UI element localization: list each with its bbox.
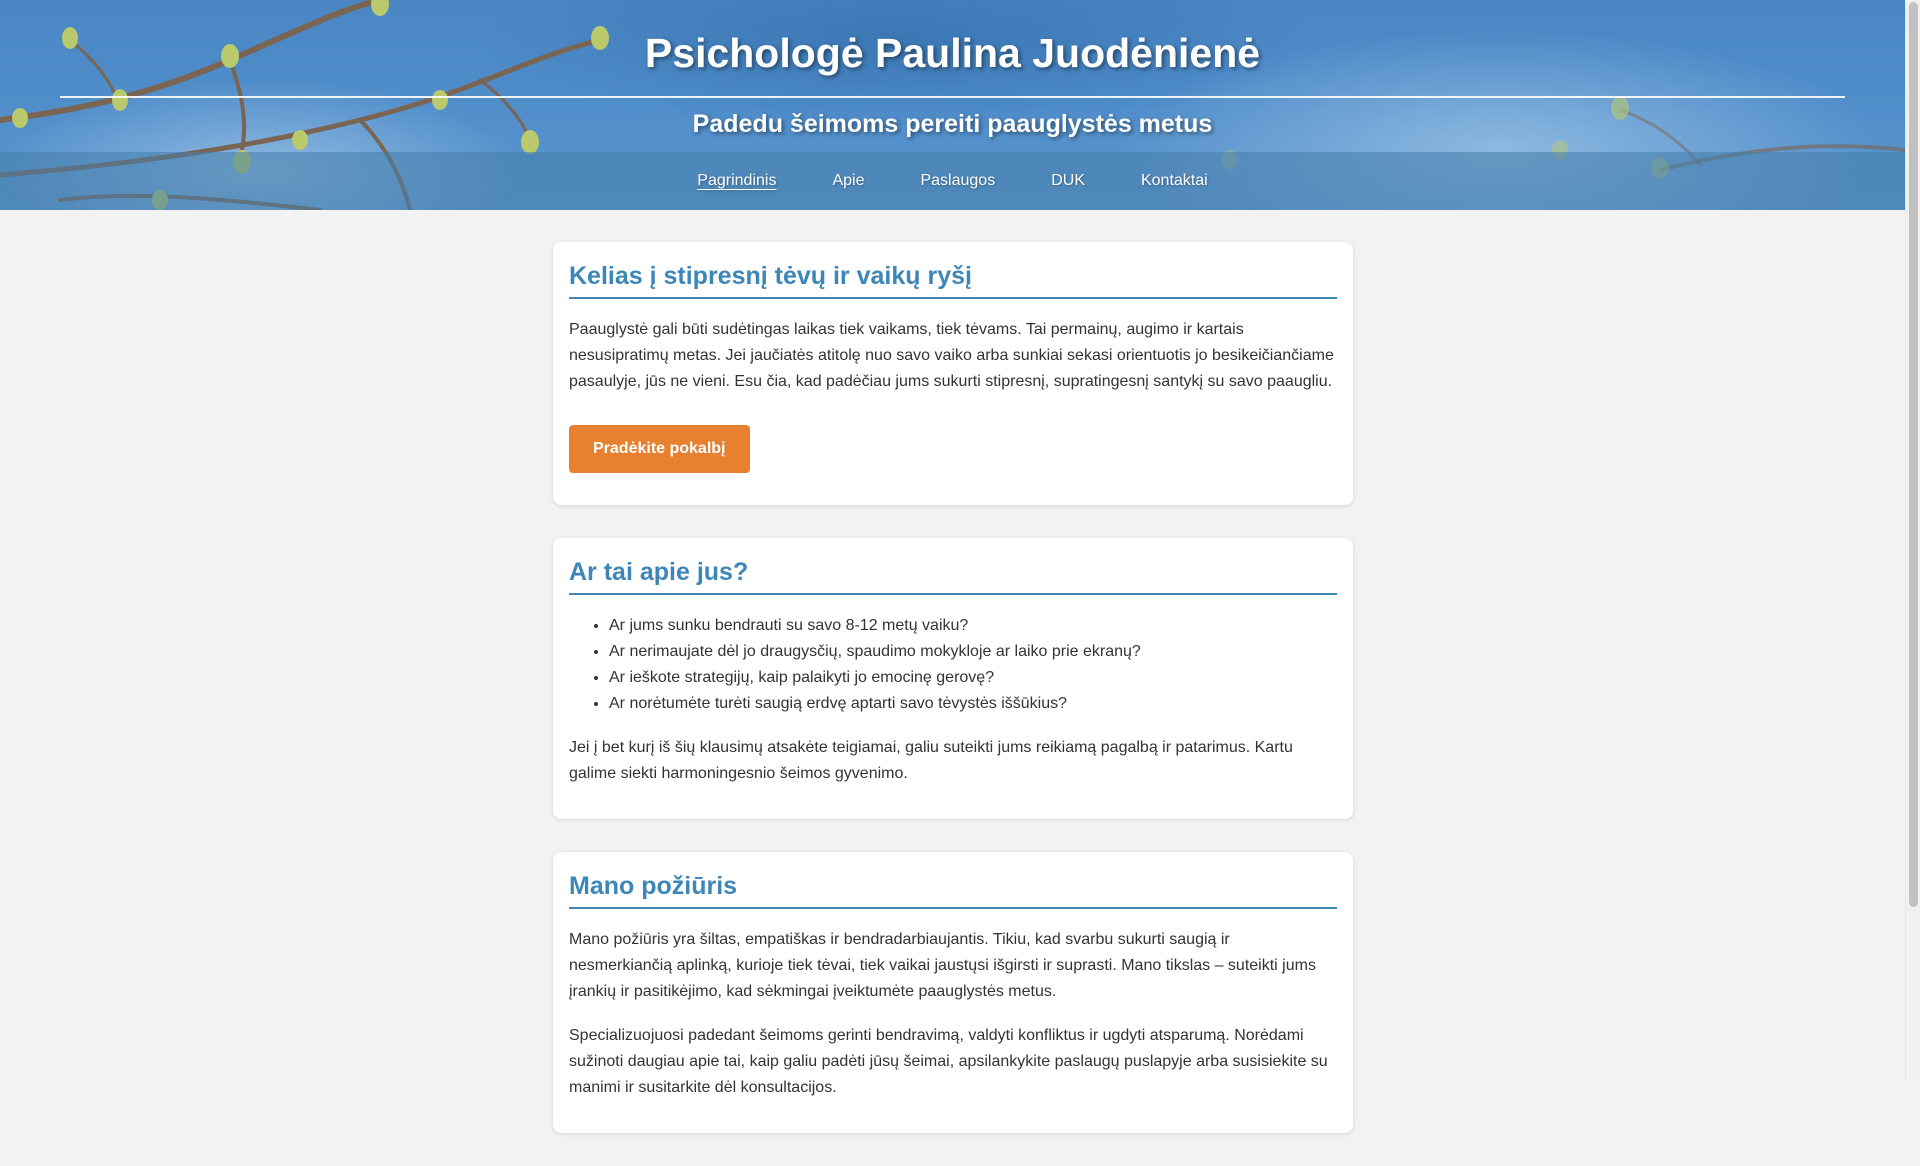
approach-paragraph-1: Mano požiūris yra šiltas, empatiškas ir bendradarbiaujantis. Tikiu, kad svarbu sukurti saugią ir nesmerkiančią aplinką, kurioje tiek tėvai, tiek vaikai jaustųsi išgirsti ir suprasti. Mano tikslas – suteikti jums įrankių ir pasitikėjimo, kad sėkmingai įveiktumėte paauglystės metus. xyxy=(569,931,1316,1000)
page-scrollbar[interactable] xyxy=(1905,0,1920,1080)
site-title: Psichologė Paulina Juodėnienė xyxy=(644,30,1261,76)
main-content xyxy=(553,242,1353,1166)
list-item: • Ar norėtumėte turėti saugią erdvę aptarti savo tėvystės iššūkius? xyxy=(609,691,1337,717)
site-tagline: Padedu šeimoms pereiti paauglystės metus xyxy=(692,110,1213,138)
nav-item-duk[interactable]: DUK xyxy=(1051,172,1085,189)
intro-card xyxy=(553,242,1353,505)
intro-text: Paauglystė gali būti sudėtingas laikas tiek vaikams, tiek tėvams. Tai permainų, augimo ir kartais nesusipratimų metas. Jei jaučiatės atitolę nuo savo vaiko arba sunkiai sekasi orientuotis jo besikeičiančiame pasaulyje, jūs ne vieni. Esu čia, kad padėčiau jums sukurti stipresnį, supratingesnį santykį su savo paaugliu. xyxy=(569,321,1334,390)
title-divider xyxy=(60,96,1845,98)
main-nav xyxy=(0,152,1905,210)
start-conversation-button[interactable]: Pradėkite pokalbį xyxy=(569,425,750,473)
intro-heading: Kelias į stipresnį tėvų ir vaikų ryšį xyxy=(569,262,1337,299)
list-item: • Ar nerimaujate dėl jo draugysčių, spaudimo mokykloje ar laiko prie ekranų? xyxy=(609,639,1337,665)
approach-card xyxy=(553,852,1353,1133)
scrollbar-thumb[interactable] xyxy=(1909,2,1918,907)
list-item: • Ar jums sunku bendrauti su savo 8-12 metų vaiku? xyxy=(609,613,1337,639)
list-item: • Ar ieškote strategijų, kaip palaikyti jo emocinę gerovę? xyxy=(609,665,1337,691)
nav-item-apie[interactable]: Apie xyxy=(832,172,865,189)
about-you-heading: Ar tai apie jus? xyxy=(569,558,1337,595)
about-you-text: Jei į bet kurį iš šių klausimų atsakėte teigiamai, galiu suteikti jums reikiamą pagalbą ir patarimus. Kartu galime siekti harmoningesnio šeimos gyvenimo. xyxy=(569,739,1293,782)
nav-item-pagrindinis[interactable]: Pagrindinis xyxy=(697,172,777,189)
nav-item-paslaugos[interactable]: Paslaugos xyxy=(920,172,996,189)
about-you-card xyxy=(553,538,1353,819)
questions-list xyxy=(569,613,1337,717)
approach-paragraph-2: Specializuojuosi padedant šeimoms gerinti bendravimą, valdyti konfliktus ir ugdyti atsparumą. Norėdami sužinoti daugiau apie tai, kaip galiu padėti jūsų šeimai, apsilankykite paslaugų puslapyje arba susisiekite su manimi ir susitarkite dėl konsultacijos. xyxy=(569,1027,1328,1096)
site-header xyxy=(0,0,1905,210)
nav-item-kontaktai[interactable]: Kontaktai xyxy=(1140,172,1208,189)
approach-heading: Mano požiūris xyxy=(569,872,1337,909)
